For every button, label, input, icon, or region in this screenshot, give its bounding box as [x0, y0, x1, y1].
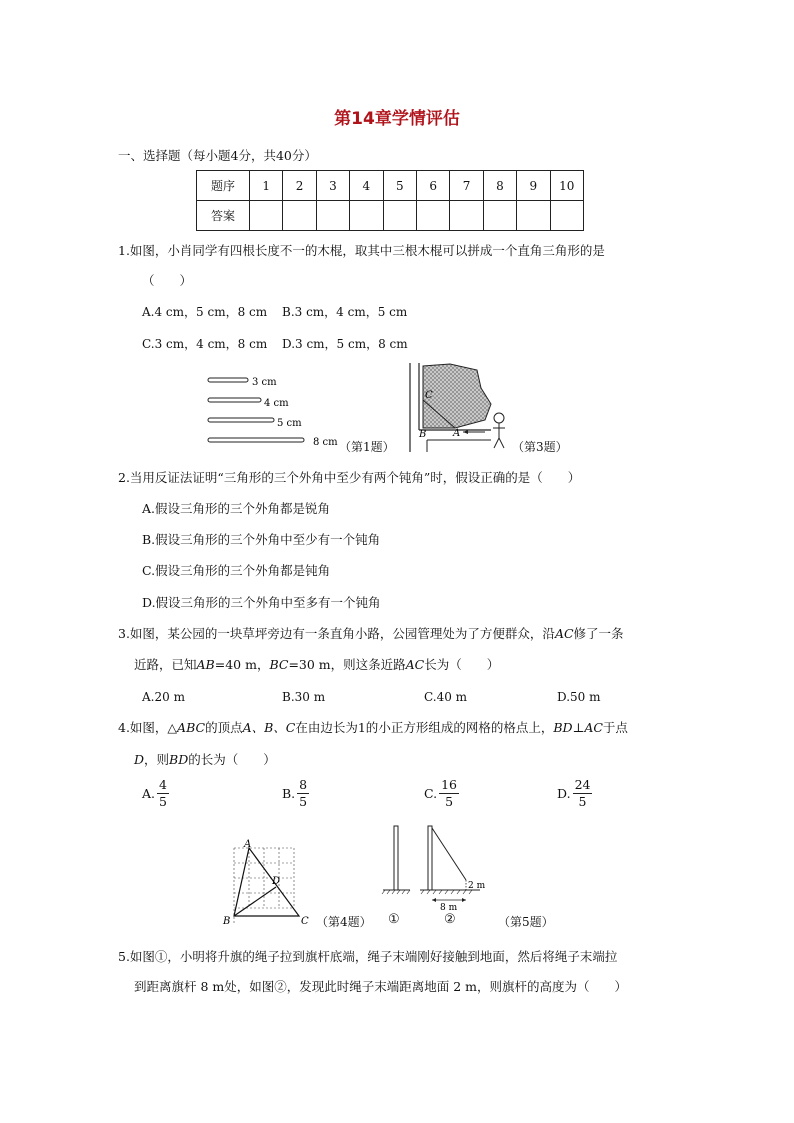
q4-option-b: B. $\frac{8}{5}$ — [282, 777, 308, 809]
label-a: A — [453, 428, 461, 439]
answer-cell[interactable] — [483, 201, 516, 231]
q5-stem-line1: 5.如图①，小明将升旗的绳子拉到旗杆底端，绳子末端刚好接触到地面，然后将绳子末端拉 — [118, 949, 618, 964]
table-row-numbers — [197, 171, 584, 201]
table-number-cell: 4 — [350, 171, 383, 201]
q2-option-b: B.假设三角形的三个外角中至少有一个钝角 — [142, 532, 381, 547]
stick-8cm — [208, 438, 304, 442]
q4-caption: （第4题） — [316, 915, 372, 929]
q2-option-d: D.假设三角形的三个外角中至多有一个钝角 — [142, 595, 381, 610]
answer-cell[interactable] — [283, 201, 316, 231]
q3-option-c: C.40 m — [424, 690, 468, 704]
table-row-answers — [197, 201, 584, 231]
table-header-cell: 答案 — [197, 201, 250, 231]
q5-caption: （第5题） — [498, 915, 554, 929]
answer-table — [196, 170, 584, 231]
q3-figure — [405, 360, 505, 454]
answer-cell[interactable] — [350, 201, 383, 231]
q3-stem-line2: 近路，已知AB=40 m，BC=30 m，则这条近路AC长为（ ） — [134, 657, 500, 672]
answer-cell[interactable] — [316, 201, 349, 231]
table-number-cell: 6 — [416, 171, 449, 201]
table-number-cell: 8 — [483, 171, 516, 201]
q4-figure — [222, 838, 322, 928]
grid-lines — [234, 848, 294, 923]
answer-cell[interactable] — [517, 201, 550, 231]
table-number-cell: 3 — [316, 171, 349, 201]
answer-cell[interactable] — [416, 201, 449, 231]
q4-stem-line1: 4.如图，△ABC的顶点A、B、C在由边长为1的小正方形组成的网格的格点上，BD⊥AC于点 — [118, 720, 628, 735]
q1-option-c: C.3 cm，4 cm，8 cm — [142, 337, 268, 351]
q1-stem: 1.如图，小肖同学有四根长度不一的木棍，取其中三根木棍可以拼成一个直角三角形的是 — [118, 243, 605, 258]
q4-option-d: D. $\frac{24}{5}$ — [557, 777, 591, 809]
q3-option-b: B.30 m — [282, 690, 326, 704]
answer-cell[interactable] — [383, 201, 416, 231]
segment-bd — [234, 887, 276, 916]
answer-cell[interactable] — [250, 201, 283, 231]
label-c: C — [425, 390, 433, 401]
table-number-cell: 9 — [517, 171, 550, 201]
label-d: D — [272, 876, 281, 887]
q3-option-a: A.20 m — [142, 690, 185, 704]
label-a: A — [244, 839, 252, 850]
q5-label-2: ② — [444, 912, 456, 927]
q5-stem-line2: 到距离旗杆 8 m处，如图②，发现此时绳子末端距离地面 2 m，则旗杆的高度为（ ） — [134, 979, 628, 994]
q1-caption: （第1题） — [339, 440, 395, 454]
dim-8m: 8 m — [440, 903, 458, 913]
q3-stem-line1: 3.如图，某公园的一块草坪旁边有一条直角小路，公园管理处为了方便群众，沿AC修了一条 — [118, 626, 624, 641]
answer-cell[interactable] — [550, 201, 583, 231]
q1-option-b: B.3 cm，4 cm，5 cm — [282, 305, 408, 319]
flagpole-1 — [382, 826, 410, 894]
table-number-cell: 7 — [450, 171, 483, 201]
q2-option-a: A.假设三角形的三个外角都是锐角 — [142, 501, 331, 516]
stick-4cm — [208, 398, 261, 402]
q2-stem: 2.当用反证法证明“三角形的三个外角中至少有两个钝角”时，假设正确的是（ ） — [118, 470, 581, 485]
stick-label-8cm: 8 cm — [313, 437, 338, 448]
page-title: 第14章学情评估 — [334, 109, 460, 129]
stick-5cm — [208, 418, 274, 422]
q4-stem-line2: D，则BD的长为（ ） — [134, 752, 276, 767]
table-number-cell: 1 — [250, 171, 283, 201]
q4-option-a: A. $\frac{4}{5}$ — [142, 777, 167, 809]
table-number-cell: 2 — [283, 171, 316, 201]
answer-cell[interactable] — [450, 201, 483, 231]
flagpole-2 — [420, 826, 486, 913]
q5-figure — [380, 822, 500, 912]
q3-option-d: D.50 m — [557, 690, 601, 704]
label-b: B — [419, 429, 427, 440]
stick-label-4cm: 4 cm — [264, 398, 289, 409]
q4-option-c: C. $\frac{16}{5}$ — [424, 777, 457, 809]
person-icon — [494, 413, 504, 423]
dim-2m: 2 m — [468, 881, 486, 891]
q1-paren: （ ） — [142, 273, 193, 288]
label-b: B — [223, 916, 231, 927]
stick-3cm — [208, 378, 248, 382]
q3-caption: （第3题） — [512, 440, 568, 454]
table-header-cell: 题序 — [197, 171, 250, 201]
label-c: C — [301, 916, 309, 927]
stick-label-5cm: 5 cm — [277, 418, 302, 429]
q5-label-1: ① — [388, 912, 400, 927]
q1-option-d: D.3 cm，5 cm，8 cm — [282, 337, 408, 351]
q1-option-a: A.4 cm，5 cm，8 cm — [142, 305, 268, 319]
lawn-shape — [423, 364, 491, 428]
table-number-cell: 10 — [550, 171, 583, 201]
section-heading: 一、选择题（每小题4分，共40分） — [118, 148, 317, 163]
triangle-abc — [234, 848, 299, 916]
stick-label-3cm: 3 cm — [252, 377, 277, 388]
rope-line — [432, 828, 466, 880]
table-number-cell: 5 — [383, 171, 416, 201]
q2-option-c: C.假设三角形的三个外角都是钝角 — [142, 563, 331, 578]
